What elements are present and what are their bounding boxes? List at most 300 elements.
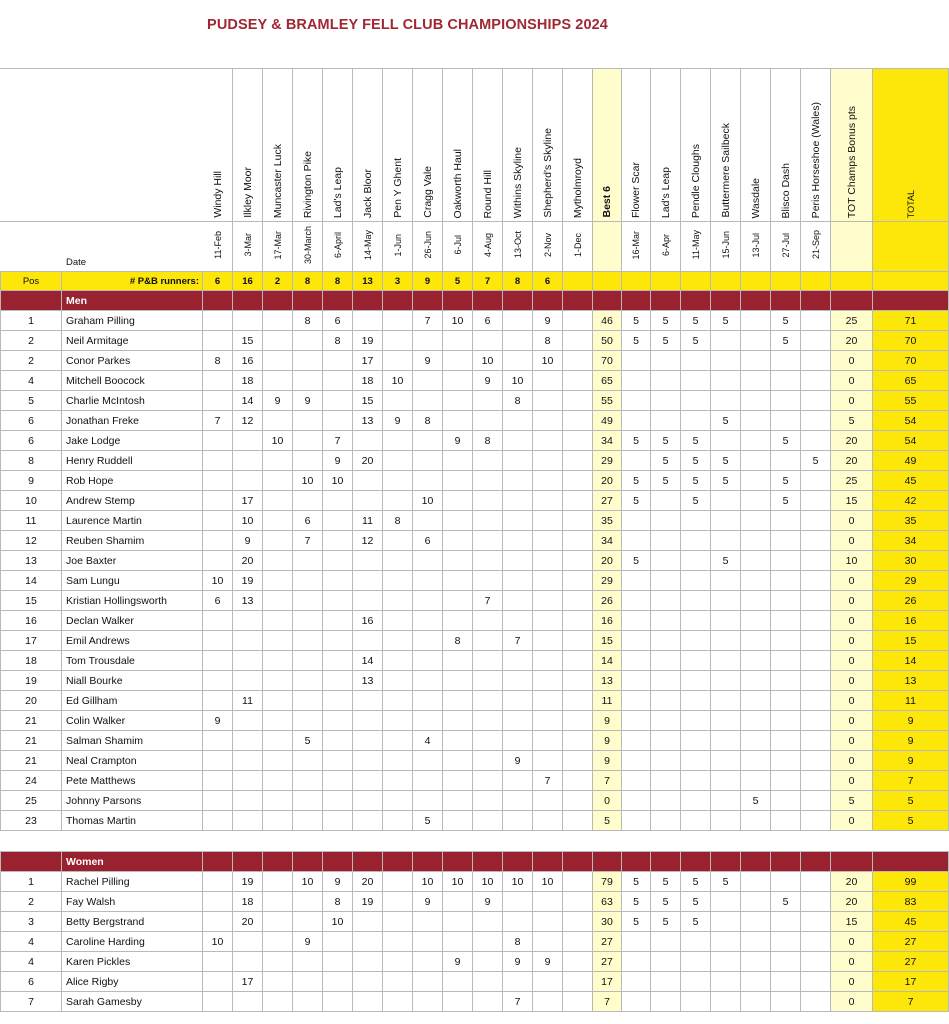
best6-score: 7 <box>593 771 622 791</box>
race-score: 10 <box>473 872 503 892</box>
tot-score <box>801 751 831 771</box>
bonus-score: 25 <box>831 471 873 491</box>
race-score <box>323 371 353 391</box>
race-score <box>443 671 473 691</box>
tot-score: 5 <box>651 451 681 471</box>
tot-score <box>801 511 831 531</box>
race-score <box>503 892 533 912</box>
race-date-text: 6-Jul <box>452 235 463 255</box>
spacer-cell <box>1 831 62 852</box>
race-score <box>323 631 353 651</box>
tot-score <box>771 992 801 1012</box>
race-score <box>353 591 383 611</box>
race-score <box>353 551 383 571</box>
race-score: 6 <box>413 531 443 551</box>
race-score <box>263 791 293 811</box>
bonus-score: 0 <box>831 371 873 391</box>
section-fill-cell <box>413 852 443 872</box>
race-score <box>293 491 323 511</box>
race-score <box>563 932 593 952</box>
bonus-score: 20 <box>831 431 873 451</box>
best6-score: 34 <box>593 531 622 551</box>
race-score <box>293 351 323 371</box>
race-score: 15 <box>233 331 263 351</box>
section-fill-cell <box>473 291 503 311</box>
tot-race-date <box>741 222 771 272</box>
spacer-cell <box>233 831 263 852</box>
race-score: 10 <box>293 471 323 491</box>
tot-score <box>801 992 831 1012</box>
race-score <box>473 651 503 671</box>
race-score <box>383 611 413 631</box>
tot-score <box>681 992 711 1012</box>
table-row <box>1 791 949 811</box>
race-score <box>293 651 323 671</box>
section-fill-cell <box>563 852 593 872</box>
tot-score <box>801 531 831 551</box>
race-score <box>293 912 323 932</box>
table-row <box>1 511 949 531</box>
tot-score <box>681 791 711 811</box>
race-date <box>353 222 383 272</box>
race-score <box>473 972 503 992</box>
section-fill-cell <box>681 291 711 311</box>
tot-race-date-text: 11-May <box>690 230 701 260</box>
tot-score <box>711 391 741 411</box>
tot-score <box>622 591 651 611</box>
section-pos-cell <box>1 291 62 311</box>
table-row <box>1 451 949 471</box>
runner-name: Niall Bourke <box>62 671 203 691</box>
race-score <box>293 671 323 691</box>
tot-score <box>741 631 771 651</box>
tot-score <box>651 691 681 711</box>
race-score <box>383 631 413 651</box>
race-name-header <box>383 69 413 222</box>
race-score: 10 <box>263 431 293 451</box>
position-cell: 19 <box>1 671 62 691</box>
tot-score: 5 <box>651 872 681 892</box>
race-score <box>383 751 413 771</box>
total-score: 13 <box>873 671 949 691</box>
race-score: 8 <box>473 431 503 451</box>
race-name-header <box>263 69 293 222</box>
section-fill-cell <box>443 291 473 311</box>
total-label: TOTAL <box>905 189 916 218</box>
tot-runner-cell <box>681 272 711 291</box>
race-score: 10 <box>503 371 533 391</box>
race-score <box>383 491 413 511</box>
tot-score <box>741 872 771 892</box>
spacer-cell <box>771 831 801 852</box>
section-pos-cell <box>1 852 62 872</box>
race-header-row <box>1 69 949 222</box>
runner-name: Graham Pilling <box>62 311 203 331</box>
tot-score: 5 <box>681 471 711 491</box>
tot-score <box>681 711 711 731</box>
best6-score: 70 <box>593 351 622 371</box>
tot-score <box>801 431 831 451</box>
race-score <box>383 711 413 731</box>
race-score <box>353 791 383 811</box>
best6-score: 20 <box>593 551 622 571</box>
tot-score <box>801 912 831 932</box>
race-score <box>443 471 473 491</box>
race-score: 10 <box>233 511 263 531</box>
table-row <box>1 751 949 771</box>
race-score: 9 <box>203 711 233 731</box>
runner-name: Joe Baxter <box>62 551 203 571</box>
runner-name: Mitchell Boocock <box>62 371 203 391</box>
race-score <box>473 331 503 351</box>
position-cell: 17 <box>1 631 62 651</box>
section-fill-cell <box>443 852 473 872</box>
race-score <box>563 811 593 831</box>
race-score: 6 <box>473 311 503 331</box>
race-name: Shepherd's Skyline <box>541 128 554 218</box>
total-score: 17 <box>873 972 949 992</box>
race-score <box>323 391 353 411</box>
tot-score <box>741 331 771 351</box>
best6-score: 9 <box>593 731 622 751</box>
race-score: 18 <box>233 892 263 912</box>
race-score <box>263 351 293 371</box>
tot-score <box>681 511 711 531</box>
tot-race-name-header <box>622 69 651 222</box>
tot-score <box>711 571 741 591</box>
table-row <box>1 811 949 831</box>
tot-score <box>622 791 651 811</box>
race-score <box>203 892 233 912</box>
tot-score <box>651 711 681 731</box>
bonus-score: 0 <box>831 571 873 591</box>
race-score <box>443 531 473 551</box>
tot-runner-cell <box>741 272 771 291</box>
race-score <box>413 651 443 671</box>
runner-count: 5 <box>443 272 473 291</box>
tot-score: 5 <box>622 331 651 351</box>
race-score <box>353 972 383 992</box>
tot-score: 5 <box>651 471 681 491</box>
spacer-cell <box>593 831 622 852</box>
tot-score <box>741 731 771 751</box>
bonus-score: 0 <box>831 651 873 671</box>
race-score <box>443 731 473 751</box>
tot-score: 5 <box>681 431 711 451</box>
race-score <box>353 631 383 651</box>
race-date <box>473 222 503 272</box>
page-title: PUDSEY & BRAMLEY FELL CLUB CHAMPIONSHIPS 2024 <box>207 17 608 33</box>
race-score <box>503 651 533 671</box>
race-score: 7 <box>293 531 323 551</box>
total-score: 26 <box>873 591 949 611</box>
best6-score: 13 <box>593 671 622 691</box>
tot-score <box>741 491 771 511</box>
bonus-score: 0 <box>831 631 873 651</box>
race-score <box>383 391 413 411</box>
race-name-header <box>443 69 473 222</box>
tot-score <box>771 671 801 691</box>
race-score <box>413 391 443 411</box>
race-score <box>533 751 563 771</box>
race-score <box>383 451 413 471</box>
best6-score: 16 <box>593 611 622 631</box>
race-score <box>473 711 503 731</box>
race-score <box>233 431 263 451</box>
race-score <box>413 431 443 451</box>
tot-score <box>651 351 681 371</box>
tot-score <box>622 571 651 591</box>
tot-score <box>771 651 801 671</box>
position-cell: 6 <box>1 411 62 431</box>
race-name: Ilkley Moor <box>241 167 254 218</box>
race-score <box>323 932 353 952</box>
spacer-cell <box>741 831 771 852</box>
tot-score: 5 <box>622 431 651 451</box>
race-score <box>203 992 233 1012</box>
runner-name: Neil Armitage <box>62 331 203 351</box>
tot-score <box>741 471 771 491</box>
race-score <box>263 631 293 651</box>
race-score <box>353 311 383 331</box>
table-row <box>1 331 949 351</box>
tot-score <box>771 771 801 791</box>
race-score <box>473 631 503 651</box>
tot-score <box>801 591 831 611</box>
race-score: 8 <box>503 932 533 952</box>
race-date <box>323 222 353 272</box>
section-fill-cell <box>831 852 873 872</box>
best6-score: 34 <box>593 431 622 451</box>
race-score: 8 <box>293 311 323 331</box>
tot-score <box>741 551 771 571</box>
bonus-score: 5 <box>831 411 873 431</box>
tot-race-date <box>801 222 831 272</box>
tot-score <box>801 651 831 671</box>
bonus-score: 0 <box>831 671 873 691</box>
race-score <box>443 932 473 952</box>
race-score <box>263 892 293 912</box>
race-score <box>563 872 593 892</box>
race-date-text: 14-May <box>362 229 373 260</box>
section-fill-cell <box>771 291 801 311</box>
section-fill-cell <box>503 852 533 872</box>
race-score <box>263 551 293 571</box>
race-name: Rivington Pike <box>301 150 314 218</box>
section-fill-cell <box>533 291 563 311</box>
tot-score: 5 <box>651 431 681 451</box>
race-score <box>233 311 263 331</box>
bonus-label: TOT Champs Bonus pts <box>845 105 858 218</box>
race-score <box>413 631 443 651</box>
race-score <box>503 791 533 811</box>
race-score <box>563 631 593 651</box>
race-score <box>383 771 413 791</box>
total-score: 27 <box>873 932 949 952</box>
race-name-header <box>563 69 593 222</box>
total-header <box>873 69 949 222</box>
race-name-header <box>503 69 533 222</box>
race-score <box>503 571 533 591</box>
race-score <box>563 731 593 751</box>
race-name: Pen Y Ghent <box>391 158 404 218</box>
tot-score: 5 <box>711 471 741 491</box>
spacer-cell <box>413 831 443 852</box>
total-score: 49 <box>873 451 949 471</box>
runner-count <box>563 272 593 291</box>
position-cell: 2 <box>1 892 62 912</box>
race-score <box>383 952 413 972</box>
tot-score <box>651 371 681 391</box>
race-date-text: 13-Oct <box>512 231 523 259</box>
best6-score: 55 <box>593 391 622 411</box>
tot-score <box>711 331 741 351</box>
race-name-header <box>473 69 503 222</box>
race-score <box>473 531 503 551</box>
spacer-cell <box>473 831 503 852</box>
race-name: Mytholmroyd <box>571 157 584 218</box>
tot-score <box>651 591 681 611</box>
best6-score: 29 <box>593 571 622 591</box>
section-fill-cell <box>203 852 233 872</box>
tot-score <box>711 992 741 1012</box>
race-score <box>563 892 593 912</box>
tot-score <box>681 551 711 571</box>
race-score <box>323 611 353 631</box>
spacer-row <box>1 831 949 852</box>
runner-name: Reuben Shamim <box>62 531 203 551</box>
race-score: 5 <box>413 811 443 831</box>
race-score <box>563 952 593 972</box>
race-date <box>383 222 413 272</box>
spacer-cell <box>323 831 353 852</box>
runner-name: Thomas Martin <box>62 811 203 831</box>
race-score <box>233 451 263 471</box>
section-fill-cell <box>323 852 353 872</box>
runner-count: 13 <box>353 272 383 291</box>
tot-score <box>681 771 711 791</box>
total-score: 35 <box>873 511 949 531</box>
runner-name: Rob Hope <box>62 471 203 491</box>
section-fill-cell <box>383 291 413 311</box>
runner-name: Fay Walsh <box>62 892 203 912</box>
total-score: 45 <box>873 912 949 932</box>
race-name-header <box>323 69 353 222</box>
race-score <box>413 751 443 771</box>
race-score <box>413 511 443 531</box>
tot-score <box>741 431 771 451</box>
race-score <box>533 471 563 491</box>
tot-score <box>651 972 681 992</box>
tot-score <box>741 671 771 691</box>
race-score <box>563 331 593 351</box>
spacer-cell <box>62 831 203 852</box>
tot-score <box>741 371 771 391</box>
race-score <box>503 551 533 571</box>
race-score: 8 <box>503 391 533 411</box>
race-score <box>443 972 473 992</box>
race-score <box>293 992 323 1012</box>
total-date-cell <box>873 222 949 272</box>
table-row <box>1 691 949 711</box>
table-row <box>1 531 949 551</box>
runners-label: # P&B runners: <box>62 272 203 291</box>
tot-score <box>711 711 741 731</box>
race-score: 10 <box>413 491 443 511</box>
runner-count: 7 <box>473 272 503 291</box>
runner-count: 9 <box>413 272 443 291</box>
race-score <box>233 811 263 831</box>
bonus-score: 0 <box>831 751 873 771</box>
position-cell: 3 <box>1 912 62 932</box>
race-score <box>323 551 353 571</box>
tot-race-name: Buttermere Sailbeck <box>719 123 732 218</box>
tot-race-date-text: 13-Jul <box>750 232 761 258</box>
race-score <box>563 711 593 731</box>
tot-score <box>651 491 681 511</box>
tot-score: 5 <box>681 491 711 511</box>
bonus-score: 0 <box>831 691 873 711</box>
tot-score <box>681 571 711 591</box>
tot-score <box>801 471 831 491</box>
race-date-text: 4-Aug <box>482 232 493 258</box>
race-score <box>503 411 533 431</box>
tot-race-name: Flower Scar <box>630 161 642 218</box>
tot-score <box>622 351 651 371</box>
race-score <box>503 711 533 731</box>
race-score <box>263 651 293 671</box>
table-row <box>1 471 949 491</box>
spacer-cell <box>293 831 323 852</box>
section-header-row <box>1 852 949 872</box>
race-score <box>233 791 263 811</box>
race-score <box>443 451 473 471</box>
runner-name: Declan Walker <box>62 611 203 631</box>
race-score <box>233 631 263 651</box>
runner-name: Alice Rigby <box>62 972 203 992</box>
race-score <box>293 551 323 571</box>
race-name: Cragg Vale <box>421 166 434 218</box>
tot-score: 5 <box>771 491 801 511</box>
race-score <box>323 651 353 671</box>
section-fill-cell <box>622 291 651 311</box>
tot-score <box>681 371 711 391</box>
race-score <box>203 631 233 651</box>
section-fill-cell <box>263 291 293 311</box>
race-score: 18 <box>233 371 263 391</box>
tot-score <box>651 611 681 631</box>
race-score <box>203 972 233 992</box>
race-score <box>263 571 293 591</box>
race-date-text: 1-Dec <box>572 232 583 257</box>
race-score <box>503 331 533 351</box>
runner-name: Jonathan Freke <box>62 411 203 431</box>
race-score <box>203 811 233 831</box>
bonus-score: 0 <box>831 731 873 751</box>
tot-score <box>711 892 741 912</box>
race-score <box>533 431 563 451</box>
race-date-text: 3-Mar <box>242 233 253 257</box>
runner-count: 8 <box>503 272 533 291</box>
race-score <box>563 691 593 711</box>
total-score: 34 <box>873 531 949 551</box>
race-score <box>263 751 293 771</box>
tot-score <box>801 411 831 431</box>
race-score <box>293 811 323 831</box>
race-score <box>293 751 323 771</box>
tot-score <box>771 391 801 411</box>
tot-score <box>801 872 831 892</box>
